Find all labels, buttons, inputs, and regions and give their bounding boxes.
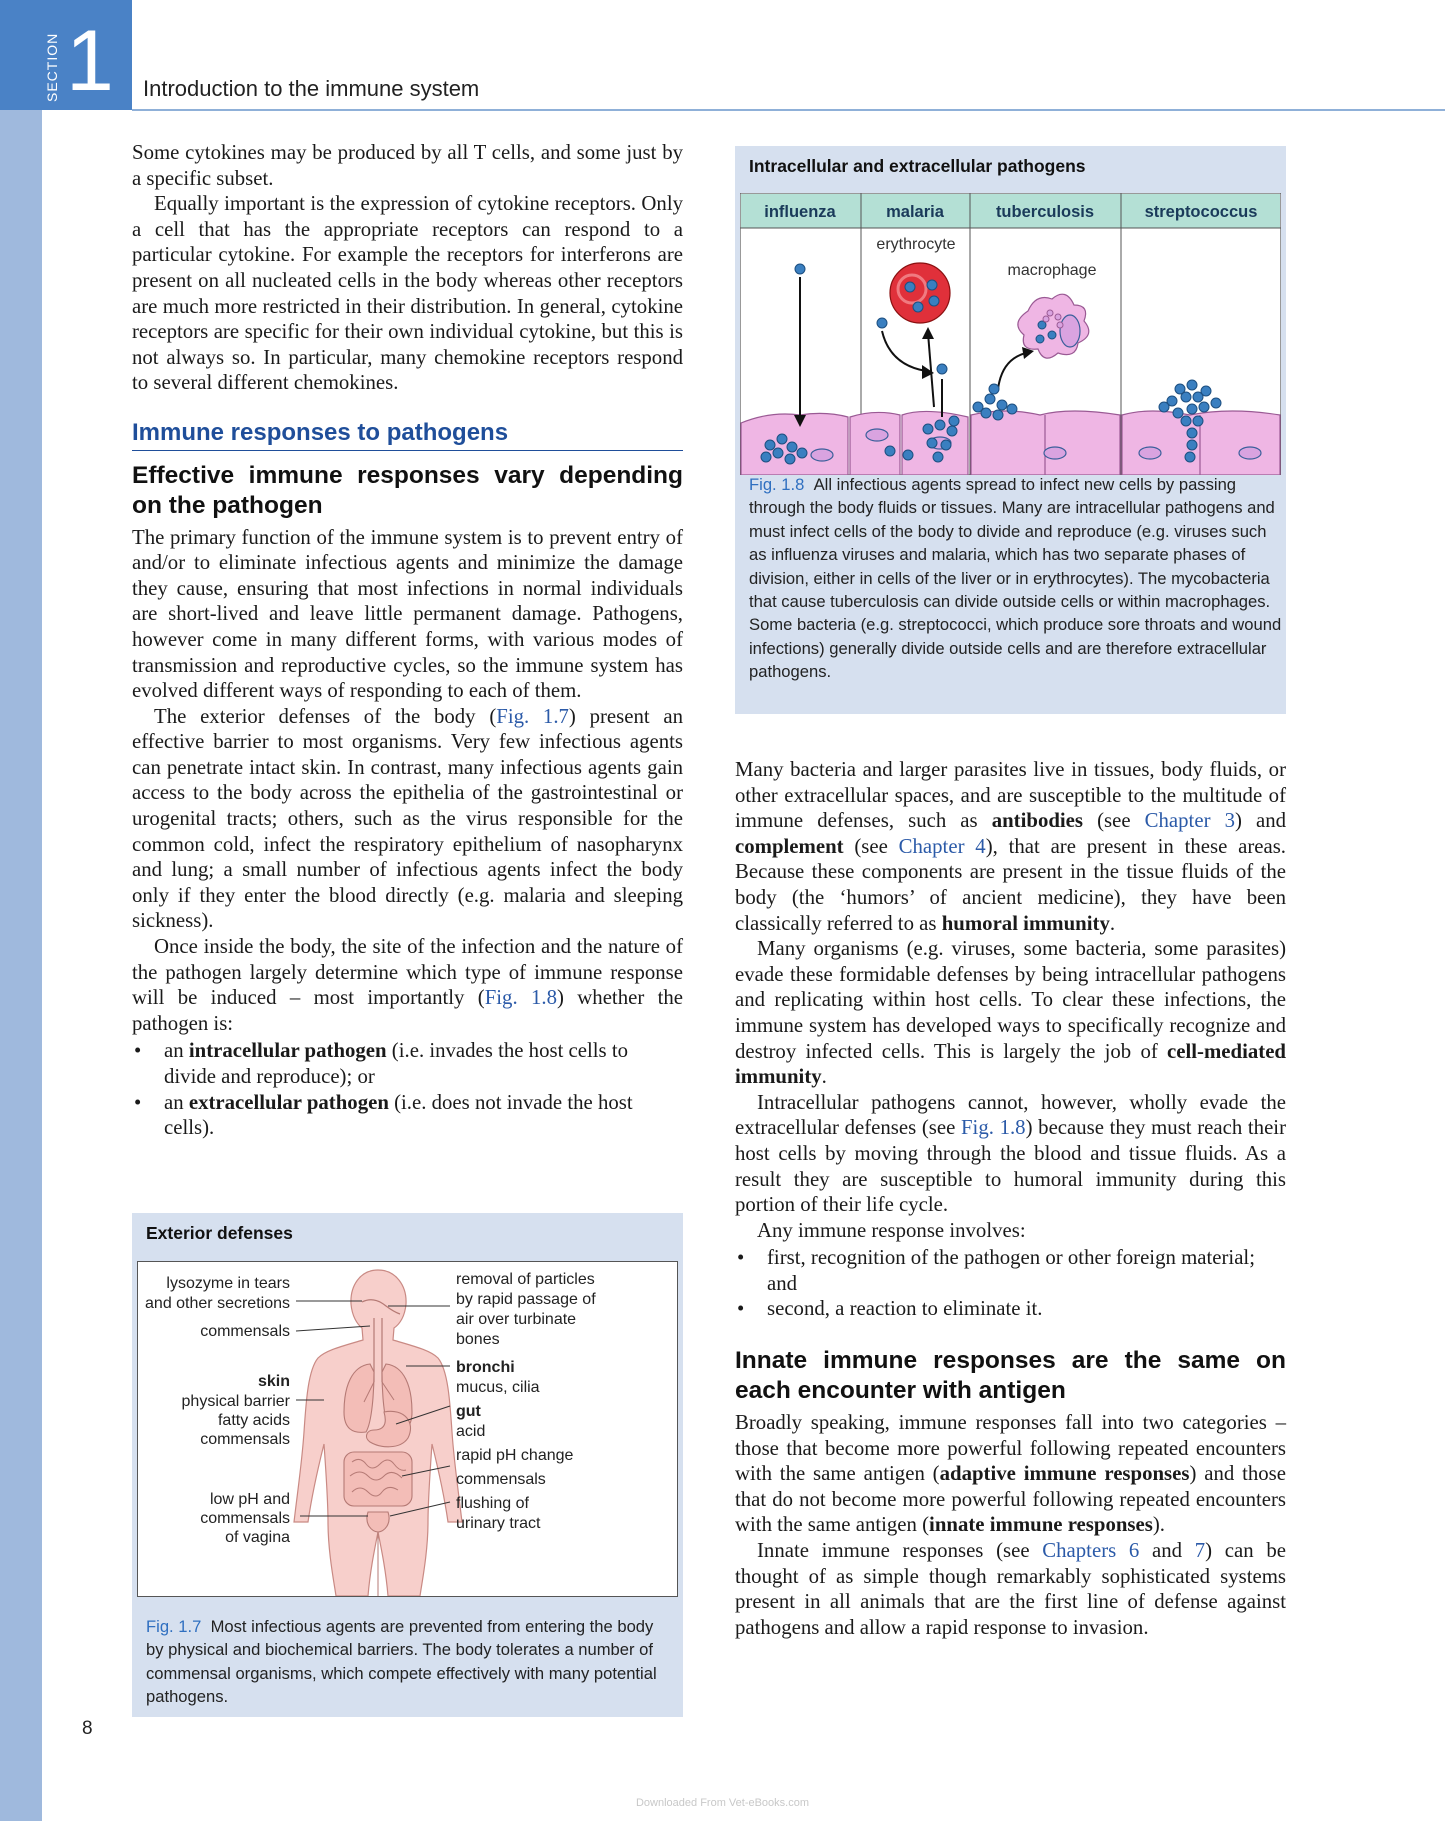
label-commensals: commensals xyxy=(200,1323,290,1340)
label-bronchi-detail: mucus, cilia xyxy=(456,1379,540,1396)
label-gut-detail: acid xyxy=(456,1423,486,1440)
chapters-6-link[interactable]: Chapters 6 xyxy=(1042,1539,1140,1563)
fig-1-8-link[interactable]: Fig. 1.8 xyxy=(484,986,557,1010)
label-macrophage: macrophage xyxy=(1007,262,1097,279)
list-item: • first, recognition of the pathogen or other foreign material; and xyxy=(735,1245,1286,1296)
column-header-influenza: influenza xyxy=(764,203,836,221)
list-item: • an intracellular pathogen (i.e. invades the host cells to divide and reproduce); or xyxy=(132,1038,683,1089)
right-column xyxy=(735,757,1286,1640)
section-heading: Immune responses to pathogens xyxy=(132,420,683,451)
label-urinary: urinary tract xyxy=(456,1515,541,1532)
label-skin-detail: physical barrier xyxy=(181,1393,290,1410)
paragraph: Innate immune responses (see Chapters 6 and 7) can be thought of as simple though remarkably sophisticated systems present in all animals that are the first line of defense against pathogens and allow a rapid response to invasion. xyxy=(735,1539,1286,1639)
subheading: Effective immune responses vary depending on the pathogen xyxy=(132,461,683,519)
chapter-4-link[interactable]: Chapter 4 xyxy=(898,834,986,858)
paragraph: Many bacteria and larger parasites live in tissues, body fluids, or other extracellular spaces, and are susceptible to the multitude of immune defenses, such as antibodies (see Chapter 3) and complement (see Chapter 4), that are present in these areas. Because these components are present in the tissue fluids of the body (the ‘humors’ of ancient medicine), they have been classically referred to as humoral immunity. xyxy=(735,758,1287,935)
left-margin-strip xyxy=(0,0,42,1821)
figure-1-8 xyxy=(735,146,1286,714)
label-erythrocyte: erythrocyte xyxy=(876,236,956,253)
fig-1-8-link[interactable]: Fig. 1.8 xyxy=(960,1116,1026,1140)
chapter-title: Introduction to the immune system xyxy=(143,76,480,101)
label-removal: removal of particles xyxy=(456,1271,595,1288)
label-removal: air over turbinate xyxy=(456,1311,577,1328)
header-rule xyxy=(132,109,1445,111)
label-removal: bones xyxy=(456,1331,500,1348)
figure-title: Exterior defenses xyxy=(146,1223,293,1243)
paragraph: Broadly speaking, immune responses fall into two categories – those that become more powerful following repeated encounters with the same antigen (adaptive immune responses) and those that do not become more powerful following repeated encounters with the same antigen (innate immune responses). xyxy=(735,1411,1286,1537)
list-item: • second, a reaction to eliminate it. xyxy=(735,1296,1286,1322)
figure-caption: Fig. 1.8 All infectious agents spread to infect new cells by passing through the body fluids or tissues. Many are intracellular pathogens and must infect cells of the body to divide and reproduce (e.g. viruses such as influenza viruses and malaria, which has two separate phases of division, either in cells of the liver or in erythrocytes). The mycobacteria that cause tuberculosis can divide outside cells or within macrophages. Some bacteria (e.g. streptococci, which produce sore throats and wound infections) generally divide outside cells and are therefore extracellular pathogens. xyxy=(749,475,1282,682)
label-vagina: of vagina xyxy=(225,1529,290,1546)
paragraph: The primary function of the immune system is to prevent entry of and/or to eliminate infectious agents and minimize the damage they cause, ensuring that most infections in normal individuals are short-lived and leave little permanent damage. Pathogens, however come in many different forms, with various modes of transmission and reproductive cycles, so the immune system has evolved different ways of responding to each of them. xyxy=(132,525,683,703)
section-word: SECTION xyxy=(44,32,60,102)
label-lysozyme: lysozyme in tears xyxy=(166,1275,290,1292)
label-skin-detail: fatty acids xyxy=(217,1412,290,1429)
figure-caption: Fig. 1.7 Most infectious agents are prevented from entering the body by physical and biochemical barriers. The body tolerates a number of commensal organisms, which compete effectively with many potential pathogens. xyxy=(146,1617,657,1707)
label-urinary: flushing of xyxy=(456,1495,529,1512)
pathogen-diagram xyxy=(740,193,1281,475)
paragraph: Any immune response involves: xyxy=(757,1218,1026,1242)
watermark: Downloaded From Vet-eBooks.com xyxy=(635,1797,810,1809)
bullet-list xyxy=(735,1245,1286,1322)
paragraph: Many organisms (e.g. viruses, some bacteria, some parasites) evade these formidable defenses by being intracellular pathogens and replicating within host cells. To clear these infections, the immune system has developed ways to specifically recognize and destroy infected cells. This is largely the job of cell-mediated immunity. xyxy=(735,937,1286,1089)
paragraph: Equally important is the expression of cytokine receptors. Only a cell that has the appropriate receptors can respond to a particular cytokine. For example the receptors for interferons are present on all nucleated cells in the body whereas other receptors are much more restricted in their distribution. In general, cytokine receptors are specific for their own individual cytokine, but this is not always so. In particular, many chemokine receptors respond to several different chemokines. xyxy=(132,192,683,395)
label-bronchi: bronchi xyxy=(456,1359,515,1376)
label-gut-detail: commensals xyxy=(456,1471,546,1488)
left-column xyxy=(132,140,683,1141)
body-diagram xyxy=(138,1262,677,1596)
label-vagina: commensals xyxy=(200,1510,290,1527)
subheading: Innate immune responses are the same on each encounter with antigen xyxy=(735,1347,1286,1405)
label-skin-detail: commensals xyxy=(200,1431,290,1448)
page-number: 8 xyxy=(82,1718,93,1739)
label-gut: gut xyxy=(456,1403,481,1420)
paragraph: Once inside the body, the site of the infection and the nature of the pathogen largely determine which type of immune response will be induced – most importantly (Fig. 1.8) whether the pathogen is: xyxy=(132,935,684,1035)
figure-1-7 xyxy=(132,1213,683,1717)
fig-1-7-link[interactable]: Fig. 1.7 xyxy=(496,704,569,728)
label-removal: by rapid passage of xyxy=(456,1291,596,1308)
paragraph: Intracellular pathogens cannot, however, wholly evade the extracellular defenses (see Fig. 1.8) because they must reach their host cells by moving through the blood and tissue fluids. As a result they are susceptible to humoral immunity during this portion of their life cycle. xyxy=(735,1090,1287,1217)
paragraph: Some cytokines may be produced by all T cells, and some just by a specific subset. xyxy=(132,141,683,190)
column-header-streptococcus: streptococcus xyxy=(1144,203,1258,221)
chapter-7-link[interactable]: 7 xyxy=(1194,1539,1206,1563)
figure-1-7-panel xyxy=(137,1261,678,1597)
label-lysozyme: and other secretions xyxy=(145,1295,290,1312)
column-header-tuberculosis: tuberculosis xyxy=(995,203,1095,221)
paragraph: The exterior defenses of the body (Fig. 1.7) present an effective barrier to most organisms. Very few infectious agents can penetrate intact skin. In contrast, many infectious agents gain access to the body across the epithelia of the gastrointestinal or urogenital tracts; others, such as the virus responsible for the common cold, infect the respiratory epithelium of nasopharynx and lung; a small number of infectious agents infect the body only if they enter the blood directly (e.g. malaria and sleeping sickness). xyxy=(132,704,683,933)
label-gut-detail: rapid pH change xyxy=(456,1447,574,1464)
chapter-3-link[interactable]: Chapter 3 xyxy=(1144,809,1235,833)
column-header-malaria: malaria xyxy=(886,203,944,221)
section-number: 1 xyxy=(66,13,114,109)
label-vagina: low pH and xyxy=(209,1491,290,1508)
list-item: • an extracellular pathogen (i.e. does not invade the host cells). xyxy=(132,1090,683,1141)
figure-title: Intracellular and extracellular pathogens xyxy=(749,156,1086,176)
bullet-list xyxy=(132,1038,683,1140)
label-skin: skin xyxy=(257,1373,290,1390)
